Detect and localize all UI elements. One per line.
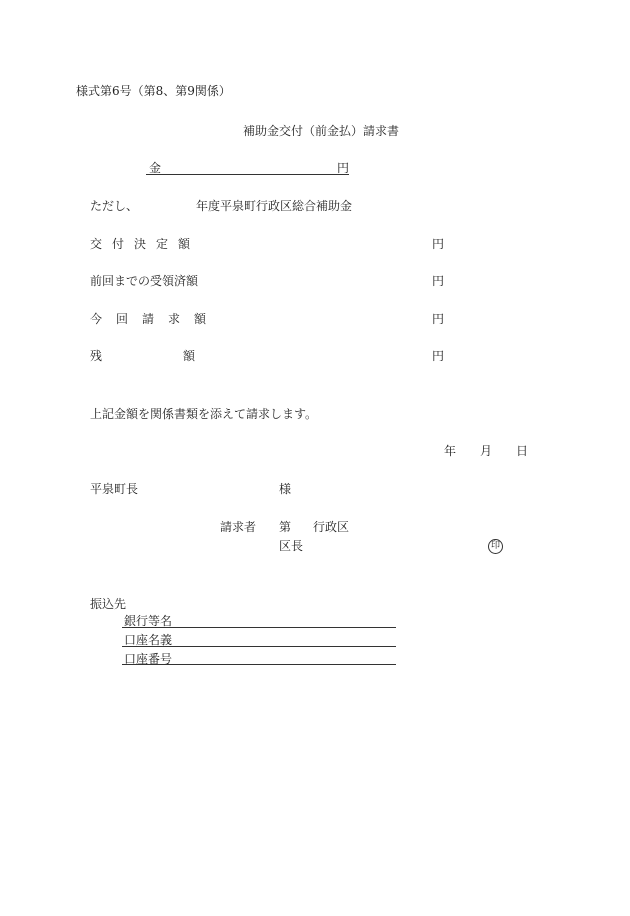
date-month: 月 [480,444,493,458]
form-number: 様式第6号（第8、第9関係） [76,84,231,98]
amount-prefix: 金 [149,161,162,175]
document-title: 補助金交付（前金払）請求書 [243,124,400,138]
date-day: 日 [516,444,529,458]
row-unit: 円 [432,274,445,288]
claimant-district-suffix: 行政区 [313,520,350,534]
row-label-start: 残 [90,349,103,363]
date-year: 年 [444,444,457,458]
field-underline [122,627,396,628]
row-unit: 円 [432,349,445,363]
field-label: 口座番号 [124,652,173,666]
row-label: 交付決定額 [90,237,201,251]
proviso-text: 年度平泉町行政区総合補助金 [196,199,353,213]
claimant-district-prefix: 第 [279,520,292,534]
field-label: 銀行等名 [124,614,173,628]
amount-underline [146,174,349,175]
claimant-head: 区長 [279,539,304,553]
field-label: 口座名義 [124,633,173,647]
row-label: 前回までの受領済額 [90,274,199,288]
amount-unit: 円 [337,161,350,175]
row-label: 今回請求額 [90,312,221,326]
addressee-name: 平泉町長 [90,482,139,496]
field-underline [122,646,396,647]
row-unit: 円 [432,312,445,326]
addressee-honorific: 様 [279,482,292,496]
request-statement: 上記金額を関係書類を添えて請求します。 [90,407,318,421]
row-unit: 円 [432,237,445,251]
seal-icon: 印 [488,539,503,554]
row-label-end: 額 [183,349,196,363]
field-underline [122,664,396,665]
bank-heading: 振込先 [90,597,127,611]
proviso-label: ただし、 [90,199,139,213]
claimant-label: 請求者 [220,520,257,534]
